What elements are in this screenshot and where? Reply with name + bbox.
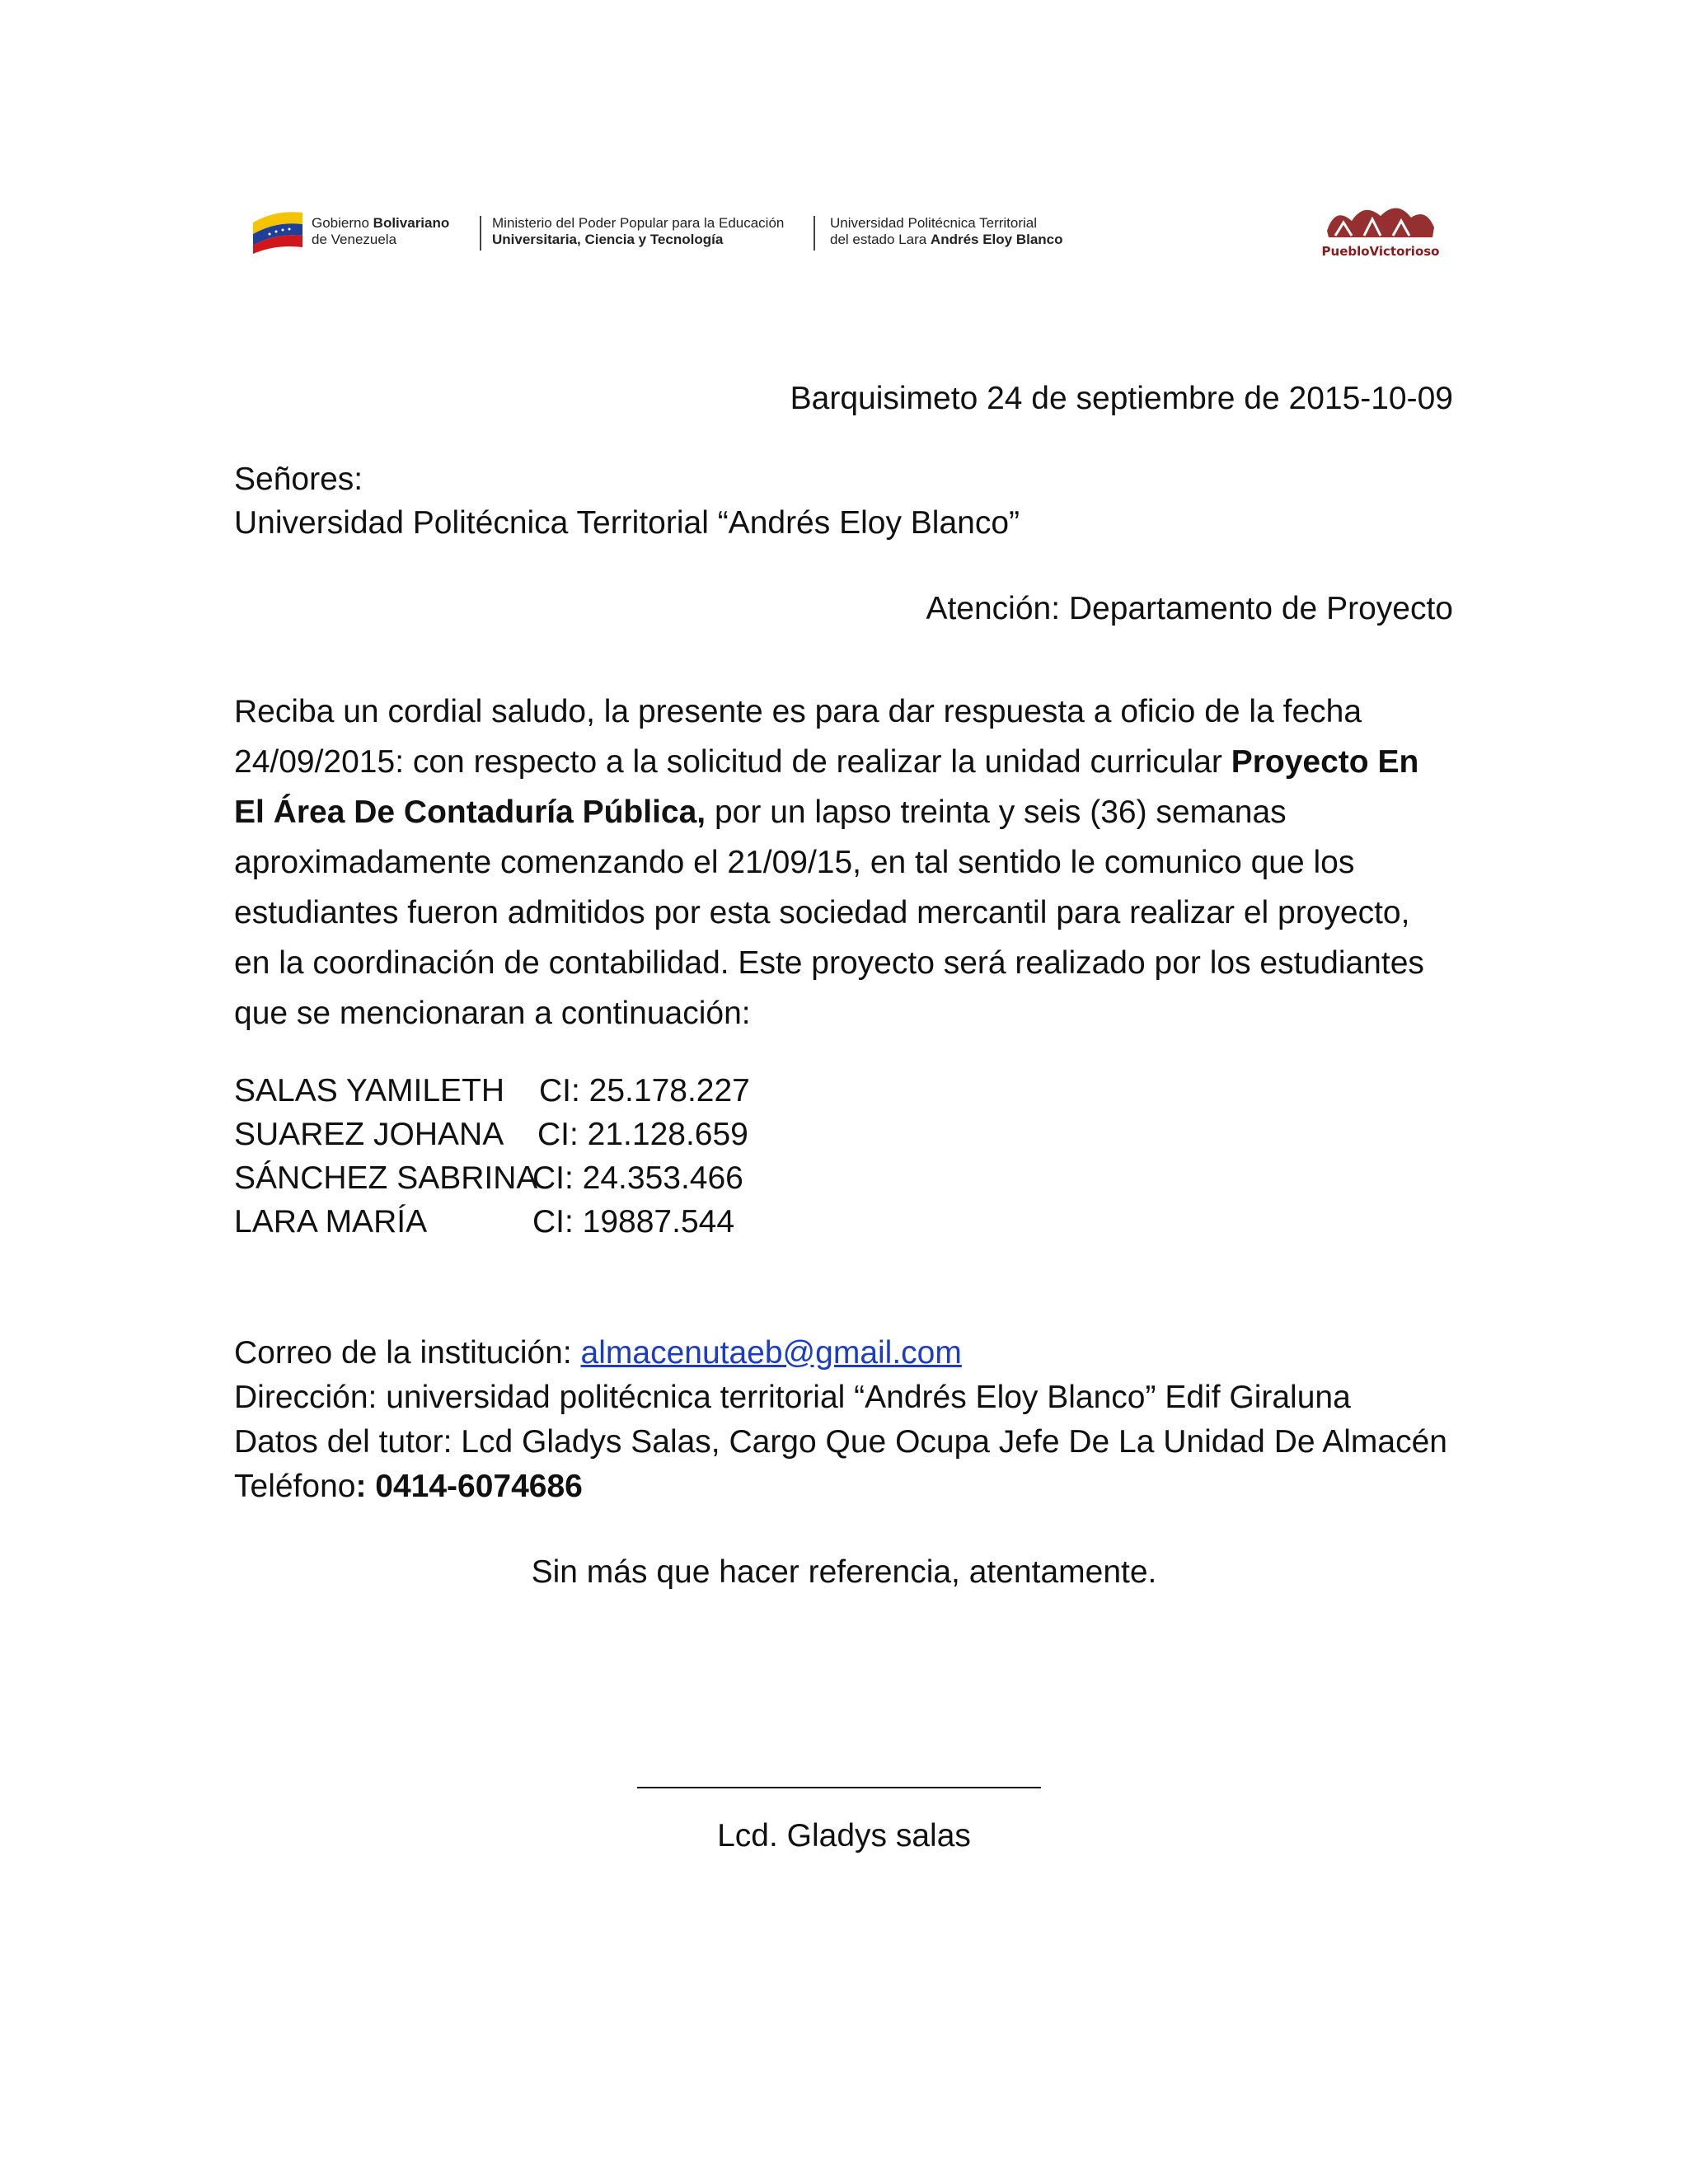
student-ci: CI: 21.128.659: [537, 1117, 748, 1152]
salutation: Señores:: [234, 462, 363, 497]
date-line: Barquisimeto 24 de septiembre de 2015-10-09: [790, 381, 1453, 416]
pueblo-victorioso-logo: [1319, 198, 1442, 264]
phone-number: : 0414-6074686: [355, 1469, 583, 1504]
body-line: [234, 737, 1442, 787]
ministry-line-1: Ministerio del Poder Popular para la Educación: [492, 215, 785, 231]
university-text-bold: Andrés Eloy Blanco: [930, 232, 1063, 247]
university-text: del estado Lara: [830, 232, 931, 247]
university-line-2: [830, 231, 1063, 249]
ministry-line-2: Universitaria, Ciencia y Tecnología: [492, 232, 724, 247]
body-text: 24/09/2015: con respecto a la solicitud de realizar la unidad curricular: [234, 744, 1231, 780]
student-name: SÁNCHEZ SABRINA: [234, 1160, 538, 1196]
student-ci: CI: 24.353.466: [532, 1160, 743, 1196]
university-line-1: Universidad Politécnica Territorial: [830, 215, 1038, 231]
email-link[interactable]: almacenutaeb@gmail.com: [580, 1335, 962, 1371]
attention-line: Atención: Departamento de Proyecto: [926, 591, 1453, 626]
body-line: estudiantes fueron admitidos por esta sociedad mercantil para realizar el proyecto,: [234, 895, 1410, 930]
student-name: SUAREZ JOHANA: [234, 1117, 504, 1152]
letterhead: [247, 198, 1451, 280]
body-text: por un lapso treinta y seis (36) semanas: [706, 794, 1287, 830]
email-line: [234, 1332, 962, 1375]
body-text-bold: Proyecto En: [1231, 744, 1419, 780]
gov-text: Gobierno: [312, 215, 373, 231]
student-ci: CI: 19887.544: [532, 1204, 735, 1240]
student-ci: CI: 25.178.227: [539, 1073, 750, 1108]
student-name: LARA MARÍA: [234, 1204, 428, 1240]
body-line: que se mencionaran a continuación:: [234, 996, 751, 1031]
body-paragraph: [234, 687, 1442, 1038]
header-divider: [814, 216, 815, 251]
addressee: Universidad Politécnica Territorial “Andrés Eloy Blanco”: [234, 505, 1020, 541]
phone-line: [234, 1465, 583, 1508]
gov-line-2: de Venezuela: [312, 232, 397, 247]
closing-line: Sin más que hacer referencia, atentamente.: [531, 1554, 1157, 1590]
tutor-line: Datos del tutor: Lcd Gladys Salas, Cargo Que Ocupa Jefe De La Unidad De Almacén: [234, 1424, 1447, 1460]
venezuela-flag-icon: [251, 206, 304, 254]
header-divider: [480, 216, 481, 251]
body-line: [234, 787, 1442, 837]
phone-label: Teléfono: [234, 1469, 356, 1504]
signature-line: [637, 1787, 1041, 1788]
gov-text-bold: Bolivariano: [373, 215, 450, 231]
logo-text: PuebloVictorioso: [1321, 244, 1440, 259]
body-line: aproximadamente comenzando el 21/09/15, en tal sentido le comunico que los: [234, 845, 1355, 880]
email-label: Correo de la institución:: [234, 1335, 581, 1371]
gov-line-1: [312, 214, 449, 232]
body-line: Reciba un cordial saludo, la presente es para dar respuesta a oficio de la fecha: [234, 694, 1362, 729]
signature-name: Lcd. Gladys salas: [717, 1818, 971, 1854]
address-line: Dirección: universidad politécnica territorial “Andrés Eloy Blanco” Edif Giraluna: [234, 1380, 1351, 1415]
body-line: en la coordinación de contabilidad. Este proyecto será realizado por los estudiantes: [234, 945, 1424, 981]
body-text-bold: El Área De Contaduría Pública,: [234, 794, 706, 830]
student-name: SALAS YAMILETH: [234, 1073, 505, 1108]
